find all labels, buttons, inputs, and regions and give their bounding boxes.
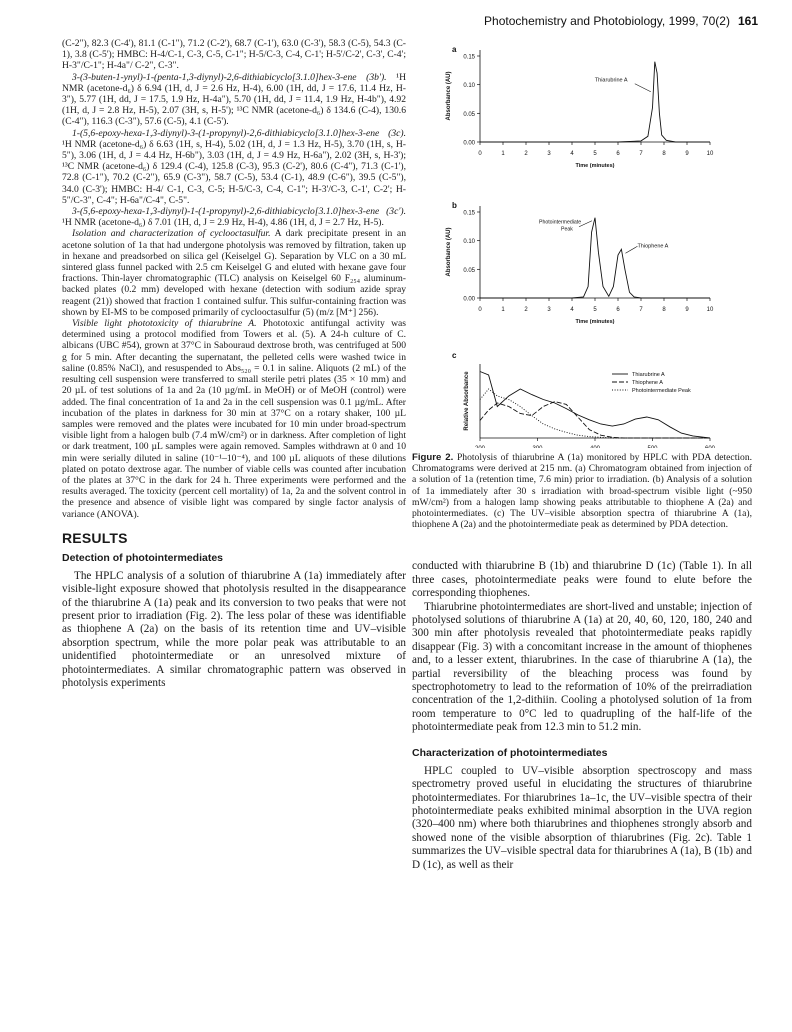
methods-paragraph bbox=[62, 128, 406, 206]
y-tick-label: 0.05 bbox=[463, 111, 475, 118]
y-tick-label: 0.15 bbox=[463, 210, 475, 217]
panel-letter: b bbox=[452, 201, 457, 210]
peak-label: Thiophene A bbox=[637, 243, 669, 250]
compound-name: 3-(3-buten-1-ynyl)-1-(penta-1,3-diynyl)-2,6-dithiabicyclo[3.1.0]hex-3-ene (3b'). bbox=[72, 71, 387, 83]
x-tick-label: 4 bbox=[570, 151, 574, 157]
peak-label: Thiarubrine A bbox=[594, 77, 628, 84]
x-tick-label: 3 bbox=[547, 307, 551, 313]
compound-name: 3-(5,6-epoxy-hexa-1,3-diynyl)-1-(1-propynyl)-2,6-dithiabicyclo[3.1.0]hex-3-ene (3c'). bbox=[72, 206, 406, 218]
paragraph-text: ¹H NMR (acetone-d₆) δ 7.01 (1H, d, J = 2.9 Hz, H-4), 4.86 (1H, d, J = 2.7 Hz, H-5). bbox=[62, 217, 384, 229]
paragraph-text: ¹H NMR (acetone-d₆) δ 6.94 (1H, d, J = 2.6 Hz, H-4), 6.00 (1H, dd, J = 17.6, 11.4 Hz, H-3"), 5.77 (1H, dd, J = 17.5, 1.9 Hz, H-4a"), 5.70 (1H, dd, J = 11.4, 1.9 Hz, H-4b"), 4.92 (1H, d, J = 2.8 Hz, H-5), 2.07 (3H, s, H-5'); ¹³C NMR (acetone-d₆) δ 134.6 (C-4), 130.6 (C-4"), 116.3 (C-3"), 57.6 (C-5), 4.1 (C-5'). bbox=[62, 71, 406, 128]
x-tick-label: 7 bbox=[639, 151, 643, 157]
y-axis-label: Absorbance (AU) bbox=[446, 227, 452, 277]
figure-caption bbox=[412, 452, 752, 530]
compound-name: 1-(5,6-epoxy-hexa-1,3-diynyl)-3-(1-propynyl)-2,6-dithiabicyclo[3.1.0]hex-3-ene (3c). bbox=[72, 127, 406, 139]
detection-heading: Detection of photointermediates bbox=[62, 551, 224, 564]
y-tick-label: 0.15 bbox=[463, 54, 475, 61]
spectrum-solid-line bbox=[480, 372, 710, 439]
x-tick-label bbox=[532, 446, 543, 448]
x-tick-label: 7 bbox=[639, 307, 643, 313]
y-axis-label: Relative Absorbance bbox=[464, 371, 470, 431]
detection-text bbox=[62, 570, 406, 691]
y-tick-label: 0.00 bbox=[463, 296, 475, 303]
y-tick-label: 0.05 bbox=[463, 267, 475, 274]
x-tick-label bbox=[475, 446, 486, 448]
spectrum-dotted-line bbox=[480, 389, 710, 438]
run-in-heading: Visible light phototoxicity of thiarubrine A. bbox=[72, 318, 257, 330]
x-tick-label: 10 bbox=[706, 151, 714, 157]
paragraph-text: Phototoxic antifungal activity was determined using a protocol modified from Towers et al. (5). A 24-h culture of C. albicans (UBC #54), grown at 37°C in Sabouraud dextrose broth, was centrifuged at 500 g for 5 min. After decanting the supernatant, the pelleted cells were washed twice in saline (0.85% NaCl), and resuspended to Abs₅₂₀ = 0.1 in saline. Aliquots (2 mL) of the resulting cell suspension were transferred to small sterile petri plates (35 × 10 mm) and 20 µL of test solutions of 1a and 2a (10 µg/mL in MeOH) or of MeOH (control) were added. The final concentration of 1a and 2a in the cell suspension was 0.1 µg/mL. After incubation of the plates in darkness for 30 min at 37°C on a rotary shaker, 100 µL samples were removed and the plates were incubated for 10 min under broad-spectrum visible light from a halogen bulb (7.4 mW/cm²) or in darkness. After completion of light or dark treatment, 100 µL samples were again removed. Samples withdrawn at 0 and 10 min were serially diluted in saline (10⁻¹–10⁻⁴), and 100 µL aliquots of these dilutions plated on potato dextrose agar. The number of viable cells was counted after incubation of the plates at 37°C in the dark for 24 h. Three experiments were performed and the results averaged. The toxicity (percent cell mortality) of 1a, 2a and the solvent control in the presence and absence of visible light was compared by single factor analysis of variance (ANOVA). bbox=[62, 318, 406, 520]
x-tick-label: 9 bbox=[685, 151, 689, 157]
x-tick-label: 0 bbox=[478, 307, 482, 313]
legend-label: Thiophene A bbox=[632, 380, 663, 386]
y-tick-label: 0.10 bbox=[463, 239, 475, 246]
spectrum-dashed-line bbox=[480, 402, 710, 438]
x-tick-label: 5 bbox=[593, 307, 597, 313]
x-tick-label: 8 bbox=[662, 151, 666, 157]
figure-graphic bbox=[412, 38, 752, 448]
chromatogram-trace bbox=[480, 62, 710, 142]
x-tick-label: 6 bbox=[616, 151, 620, 157]
methods-paragraph bbox=[62, 206, 406, 228]
x-tick-label: 2 bbox=[524, 151, 528, 157]
results-continued bbox=[412, 560, 752, 734]
x-axis-label: Time (minutes) bbox=[575, 319, 615, 325]
left-column bbox=[62, 38, 406, 690]
peak-arrow bbox=[635, 84, 651, 92]
peak-arrow bbox=[625, 246, 637, 253]
run-in-heading: Isolation and characterization of cyclooctasulfur. bbox=[72, 228, 271, 240]
results-heading: RESULTS bbox=[62, 529, 128, 546]
methods-paragraph bbox=[62, 72, 406, 128]
x-tick-label bbox=[590, 446, 601, 448]
caption-text: Photolysis of thiarubrine A (1a) monitored by HPLC with PDA detection. Chromatograms were derived at 215 nm. (a) Chromatogram obtained from injection of a solution of 1a (retention time, 7.6 min) prior to irradiation. (b) Analysis of a solution of 1a immediately after 30 s irradiation with broad-spectrum visible light (~950 mW/cm²) from a halogen lamp showing peaks attributable to thiophene A (2a) and photointermediates. (c) The UV–visible absorption spectra of thiarubrine A (1a), thiophene A (2a) and the photointermediate peak as determined by PDA detection. bbox=[412, 452, 753, 531]
methods-paragraph bbox=[62, 318, 406, 520]
x-tick-label: 0 bbox=[478, 151, 482, 157]
methods-paragraph bbox=[62, 38, 406, 72]
x-tick-label bbox=[647, 446, 658, 448]
peak-label: Peak bbox=[561, 226, 573, 233]
paragraph-text: (C-2"), 82.3 (C-4'), 81.1 (C-1"), 71.2 (C-2'), 68.7 (C-1'), 63.0 (C-3'), 58.3 (C-5), 54.3 (C-1), 3.8 (C-5'); HMBC: H-4/C-1, C-3, C-5, C-1"; H-5/C-3, C-4, C-1'; H-5'/C-2', C-3', C-4'; H-3"/C-1"; H-4a"/ C-2", C-3". bbox=[62, 38, 406, 72]
methods-text bbox=[62, 38, 406, 520]
x-tick-label: 1 bbox=[501, 307, 505, 313]
right-column bbox=[412, 38, 752, 872]
body-paragraph: conducted with thiarubrine B (1b) and thiarubrine D (1c) (Table 1). In all three cases, photointermediate peaks were found to elute before the corresponding thiophenes. bbox=[412, 560, 752, 600]
peak-label: Photointermediate bbox=[539, 219, 582, 226]
panel-letter: c bbox=[452, 351, 457, 360]
x-tick-label: 6 bbox=[616, 307, 620, 313]
running-head bbox=[484, 14, 758, 28]
x-tick-label: 4 bbox=[570, 307, 574, 313]
legend-label: Photointermediate Peak bbox=[632, 388, 691, 394]
page-number: 161 bbox=[737, 14, 758, 28]
panel-letter: a bbox=[452, 45, 457, 54]
x-tick-label: 1 bbox=[501, 151, 505, 157]
caption-label: Figure 2. bbox=[412, 452, 454, 463]
body-paragraph: HPLC coupled to UV–visible absorption spectroscopy and mass spectrometry proved useful in elucidating the structures of thiarubrine photointermediates. For thiarubrines 1a–1c, the UV–visible spectra of their photointermediate peaks exhibited minimal absorption in the UVA region (320–400 nm) where both thiarubrines and thiophenes strongly absorb and showed none of the visible absorption of thiarubrines (Fig. 2c). Table 1 summarizes the UV–visible spectral data for thiarubrines A (1a), B (1b) and D (1c), as well as their bbox=[412, 764, 752, 871]
chromatogram-trace bbox=[480, 218, 710, 298]
y-tick-label: 0.10 bbox=[463, 83, 475, 90]
y-axis-label: Absorbance (AU) bbox=[446, 71, 452, 121]
body-paragraph: The HPLC analysis of a solution of thiarubrine A (1a) immediately after visible-light exposure showed that photolysis resulted in the disappearance of the thiarubrine A (1a) peak and its conversion to two peaks that were not present prior to irradiation (Fig. 2). The less polar of these was identifiable as thiophene A (2a) on the basis of its retention time and UV–visible absorption spectrum, while the more polar peak was attributable to an unidentified photointermediate or an unresolved mixture of photointermediates. A similar chromatographic pattern was observed in photolysis experiments bbox=[62, 569, 406, 689]
legend-label: Thiarubrine A bbox=[632, 372, 665, 378]
x-tick-label: 8 bbox=[662, 307, 666, 313]
x-tick-label: 2 bbox=[524, 307, 528, 313]
x-tick-label: 10 bbox=[706, 307, 714, 313]
body-paragraph: Thiarubrine photointermediates are short-lived and unstable; injection of photolysed solutions of thiarubrine A (1a) at 20, 40, 60, 120, 180, 240 and 300 min after photolysis revealed that photointermediate peaks rapidly disappear (Fig. 3) with a concomitant increase in the amount of thiophenes and, to a lesser extent, thiarubrines. In the case of thiarubrine A (1a), the partial reversibility of the bleaching process was found by spectrophotometry to lead to the reformation of 10% of the preirradiation concentration of the 1,2-dithiin. Cooling a photolysed solution of 1a from room temperature to 0°C led to quadrupling of the half-life of the photointermediate peak from 12.3 min to 51.2 min. bbox=[412, 600, 752, 734]
x-axis-label: Time (minutes) bbox=[575, 163, 615, 169]
journal-citation: Photochemistry and Photobiology, 1999, 70(2) bbox=[484, 14, 730, 28]
y-tick-label: 0.00 bbox=[463, 140, 475, 147]
paragraph-text: ¹H NMR (acetone-d₆) δ 6.63 (1H, s, H-4), 5.02 (1H, d, J = 1.3 Hz, H-5), 3.70 (1H, s, H-5"), 3.06 (1H, d, J = 4.4 Hz, H-6b"), 3.03 (1H, d, J = 4.9 Hz, H-6a"), 2.02 (3H, s, H-3'); ¹³C NMR (acetone-d₆) δ 129.4 (C-4), 125.8 (C-3), 95.3 (C-2'), 80.6 (C-4"), 71.3 (C-1'), 72.8 (C-1"), 70.2 (C-2"), 65.9 (C-3"), 58.7 (C-5), 53.4 (C-1), 48.9 (C-6"), 39.5 (C-5"), 34.0 (C-3'); HMBC: H-4/ C-1, C-3, C-5; H-5/C-3, C-4, C-1"; H-3'/C-3, C-1', C-2'; H-5"/C-3", C-4"; H-6a"/C-4", C-5". bbox=[62, 138, 406, 206]
x-tick-label bbox=[705, 446, 716, 448]
paragraph-text: A dark precipitate present in an acetone solution of 1a that had undergone photolysis was removed by filtration, taken up in hexane and preadsorbed on silica gel (Keiselgel G). Separation by VLC on a 30 mL sintered glass funnel packed with 2.5 cm Keiselgel G and eluted with hexane gave four fractions. Thin-layer chromatographic (TLC) analysis on Keiselgel 60 F₂₅₄ aluminum-backed plates (0.2 mm) developed with hexane (detection with sodium azide spray reagent (21)) showed that fraction 1 contained sulfur. This sulfur-containing fraction was shown by EI-MS to be composed primarily of cyclooctasulfur (5) (m/z [M⁺] 256). bbox=[62, 228, 406, 318]
characterization-text bbox=[412, 765, 752, 872]
x-tick-label: 9 bbox=[685, 307, 689, 313]
methods-paragraph bbox=[62, 228, 406, 318]
figure-2 bbox=[412, 38, 752, 448]
x-tick-label: 5 bbox=[593, 151, 597, 157]
characterization-heading: Characterization of photointermediates bbox=[412, 746, 608, 759]
x-tick-label: 3 bbox=[547, 151, 551, 157]
